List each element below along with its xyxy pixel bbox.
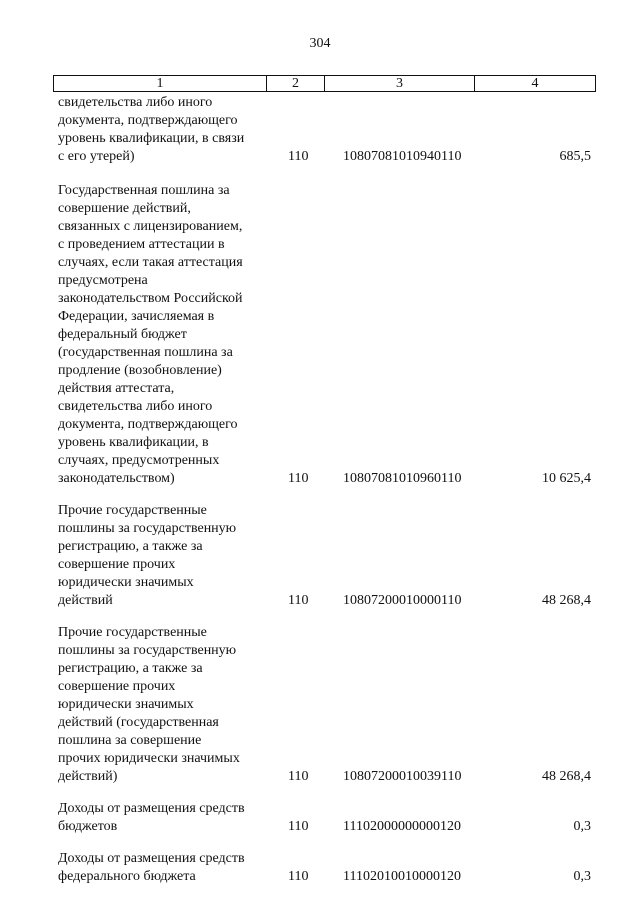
description-line: Федерации, зачисляемая в xyxy=(58,309,215,324)
table-row xyxy=(58,182,596,488)
row-description xyxy=(58,502,263,610)
table-row xyxy=(58,502,596,610)
column-header-row xyxy=(53,75,596,92)
description-line: (государственная пошлина за xyxy=(58,345,233,360)
description-line: законодательством) xyxy=(58,471,175,486)
description-line: совершение прочих xyxy=(58,557,176,572)
row-description xyxy=(58,182,263,488)
admin-code: 110 xyxy=(288,869,309,884)
amount-value: 48 268,4 xyxy=(542,593,591,608)
column-header-1: 1 xyxy=(54,76,267,91)
admin-code: 110 xyxy=(288,471,309,486)
amount-value: 0,3 xyxy=(573,819,591,834)
classification-code: 11102000000000120 xyxy=(343,819,461,834)
column-header-2: 2 xyxy=(267,76,325,91)
classification-code: 10807081010960110 xyxy=(343,471,462,486)
description-line: действий) xyxy=(58,769,118,784)
description-line: уровень квалификации, в связи xyxy=(58,131,245,146)
classification-code: 10807200010039110 xyxy=(343,769,462,784)
description-line: бюджетов xyxy=(58,819,118,834)
amount-value: 0,3 xyxy=(573,869,591,884)
description-line: законодательством Российской xyxy=(58,291,243,306)
description-line: документа, подтверждающего xyxy=(58,417,238,432)
description-line: регистрацию, а также за xyxy=(58,661,203,676)
table-body xyxy=(58,94,596,900)
description-line: с его утерей) xyxy=(58,149,135,164)
description-line: свидетельства либо иного xyxy=(58,399,213,414)
row-description xyxy=(58,800,263,836)
description-line: юридически значимых xyxy=(58,575,194,590)
description-line: продление (возобновление) xyxy=(58,363,222,378)
description-line: федерального бюджета xyxy=(58,869,196,884)
description-line: уровень квалификации, в xyxy=(58,435,209,450)
description-line: регистрацию, а также за xyxy=(58,539,203,554)
description-line: действия аттестата, xyxy=(58,381,175,396)
admin-code: 110 xyxy=(288,769,309,784)
description-line: пошлины за государственную xyxy=(58,521,237,536)
table-row xyxy=(58,624,596,786)
description-line: документа, подтверждающего xyxy=(58,113,238,128)
column-header-4: 4 xyxy=(531,76,539,91)
description-line: Доходы от размещения средств xyxy=(58,801,245,816)
description-line: действий (государственная xyxy=(58,715,219,730)
row-description xyxy=(58,94,263,166)
description-line: действий xyxy=(58,593,113,608)
table-row xyxy=(58,94,596,166)
table-row xyxy=(58,850,596,886)
description-line: совершение действий, xyxy=(58,201,191,216)
description-line: федеральный бюджет xyxy=(58,327,187,342)
row-description xyxy=(58,624,263,786)
classification-code: 11102010010000120 xyxy=(343,869,461,884)
description-line: связанных с лицензированием, xyxy=(58,219,243,234)
row-description xyxy=(58,850,263,886)
description-line: пошлины за государственную xyxy=(58,643,237,658)
description-line: Государственная пошлина за xyxy=(58,183,230,198)
amount-value: 10 625,4 xyxy=(542,471,591,486)
amount-value: 48 268,4 xyxy=(542,769,591,784)
description-line: с проведением аттестации в xyxy=(58,237,225,252)
admin-code: 110 xyxy=(288,149,309,164)
admin-code: 110 xyxy=(288,819,309,834)
description-line: Прочие государственные xyxy=(58,503,207,518)
table-row xyxy=(58,800,596,836)
column-header-3: 3 xyxy=(325,76,475,91)
description-line: предусмотрена xyxy=(58,273,148,288)
description-line: пошлина за совершение xyxy=(58,733,202,748)
description-line: свидетельства либо иного xyxy=(58,95,213,110)
description-line: случаях, если такая аттестация xyxy=(58,255,243,270)
classification-code: 10807081010940110 xyxy=(343,149,462,164)
description-line: прочих юридически значимых xyxy=(58,751,240,766)
amount-value: 685,5 xyxy=(559,149,591,164)
description-line: юридически значимых xyxy=(58,697,194,712)
description-line: Доходы от размещения средств xyxy=(58,851,245,866)
description-line: случаях, предусмотренных xyxy=(58,453,220,468)
description-line: Прочие государственные xyxy=(58,625,207,640)
page-number: 304 xyxy=(309,36,331,51)
description-line: совершение прочих xyxy=(58,679,176,694)
admin-code: 110 xyxy=(288,593,309,608)
classification-code: 10807200010000110 xyxy=(343,593,462,608)
